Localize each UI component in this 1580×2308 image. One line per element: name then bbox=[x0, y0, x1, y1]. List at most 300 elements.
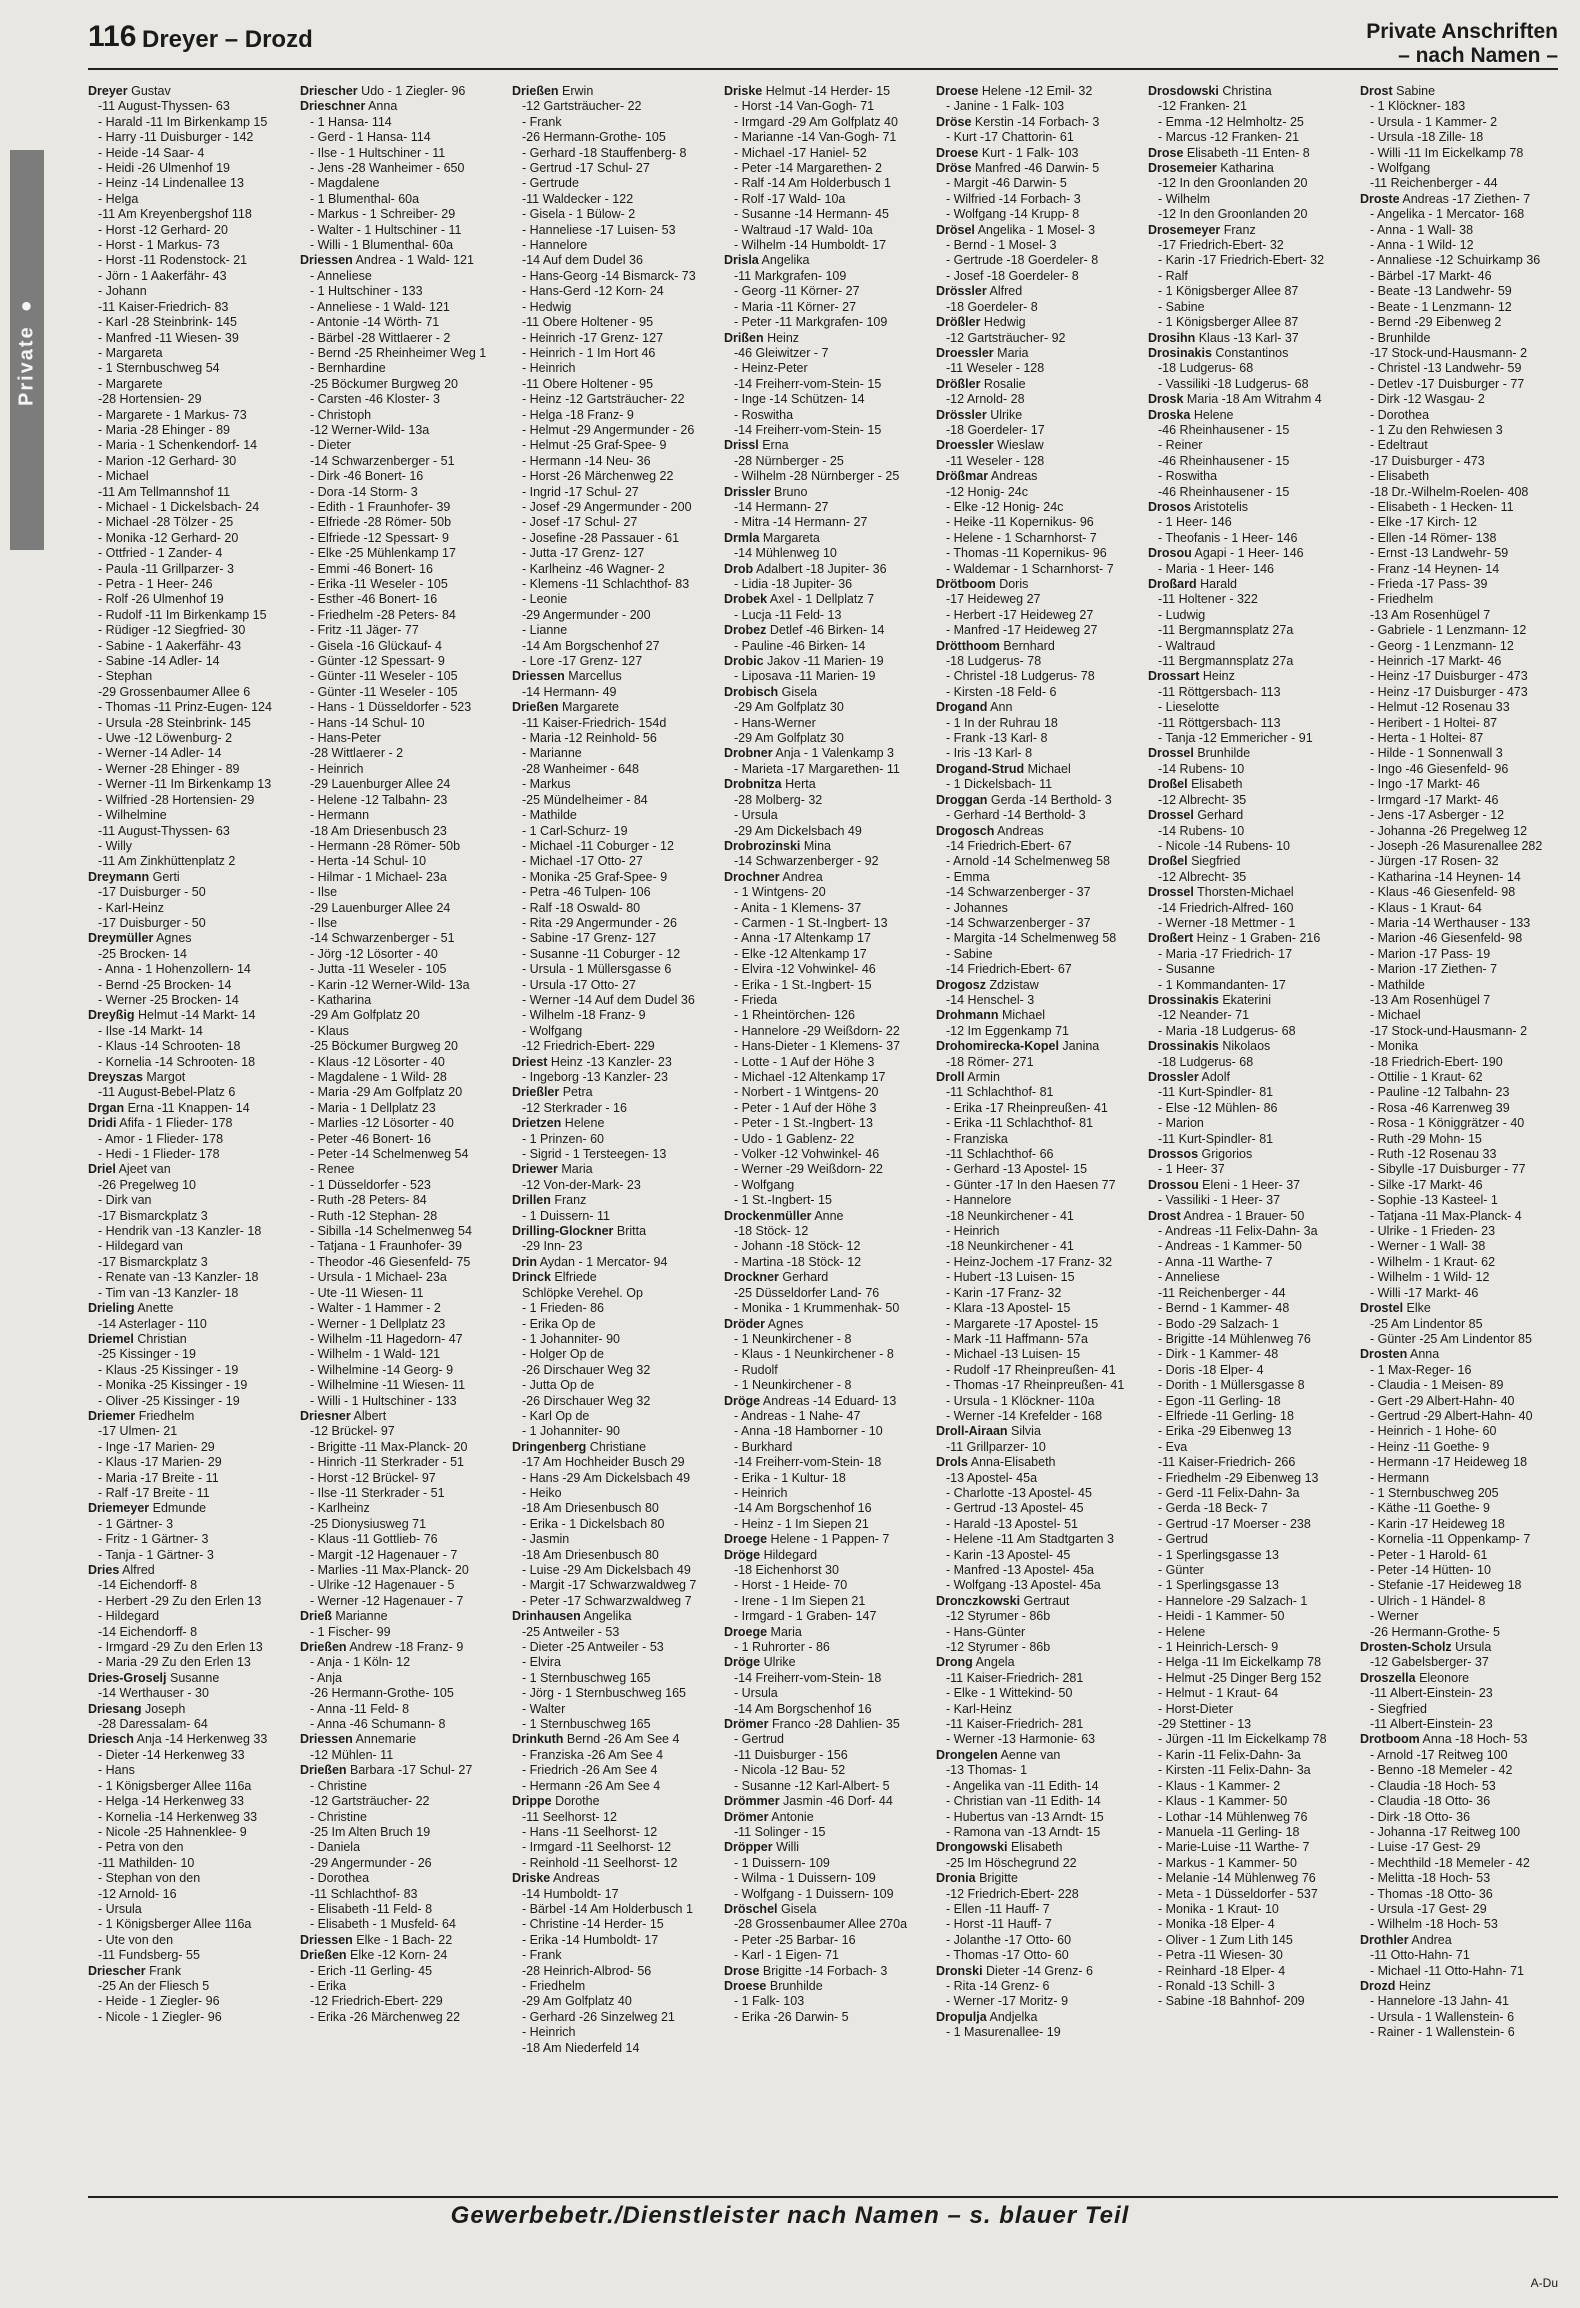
entry-details: -12 Neander- 71 bbox=[1158, 1008, 1250, 1023]
entry-details: Helene bbox=[561, 1116, 605, 1131]
directory-entry bbox=[1360, 1902, 1560, 1917]
entry-details: - Hubert -13 Luisen- 15 bbox=[946, 1270, 1075, 1285]
entry-details: - Monika - 1 Krummenhak- 50 bbox=[734, 1301, 900, 1316]
directory-entry bbox=[300, 1286, 500, 1301]
entry-details: Helmut -14 Markt- 14 bbox=[134, 1008, 256, 1023]
entry-details: -11 Seelhorst- 12 bbox=[522, 1809, 617, 1824]
entry-details: Andrea bbox=[1408, 1932, 1452, 1947]
directory-entry bbox=[88, 1486, 288, 1501]
directory-entry bbox=[1360, 1810, 1560, 1825]
directory-entry bbox=[1148, 1917, 1348, 1932]
directory-entry bbox=[1148, 901, 1348, 916]
directory-column-7 bbox=[1360, 84, 1560, 2184]
directory-entry bbox=[936, 1209, 1136, 1224]
directory-entry bbox=[936, 1317, 1136, 1332]
entry-details: - Karin -11 Felix-Dahn- 3a bbox=[1158, 1747, 1301, 1762]
entry-details: Agapi - 1 Heer- 146 bbox=[1191, 546, 1304, 561]
directory-entry bbox=[1360, 1840, 1560, 1855]
entry-details: - Doris -18 Elper- 4 bbox=[1158, 1362, 1264, 1377]
entry-details: - Peter -17 Schwarzwaldweg 7 bbox=[522, 1593, 692, 1608]
directory-entry bbox=[936, 978, 1136, 993]
entry-surname: Droese bbox=[724, 1978, 767, 1993]
entry-details: -26 Dirschauer Weg 32 bbox=[522, 1362, 651, 1377]
entry-details: - Elvira -12 Vohwinkel- 46 bbox=[734, 962, 876, 977]
entry-surname: Drobrozinski bbox=[724, 838, 801, 853]
directory-entry bbox=[300, 901, 500, 916]
entry-details: Alfred bbox=[986, 284, 1023, 299]
entry-details: - Monika -12 Gerhard- 20 bbox=[98, 530, 239, 545]
directory-entry bbox=[88, 1825, 288, 1840]
entry-surname: Drosou bbox=[1148, 546, 1192, 561]
entry-details: -11 Schlachthof- 66 bbox=[946, 1147, 1054, 1162]
page-name-range: Dreyer – Drozd bbox=[142, 26, 313, 53]
entry-details: Armin bbox=[964, 1070, 1000, 1084]
directory-entry bbox=[936, 839, 1136, 854]
directory-entry bbox=[724, 639, 924, 654]
directory-entry bbox=[724, 1948, 924, 1963]
entry-details: - Brigitte -14 Mühlenweg 76 bbox=[1158, 1331, 1311, 1346]
directory-entry bbox=[300, 1517, 500, 1532]
entry-details: - Lucja -11 Feld- 13 bbox=[734, 607, 842, 622]
directory-entry bbox=[1360, 1008, 1560, 1023]
directory-entry bbox=[724, 1902, 924, 1917]
entry-details: - Horst - 1 Markus- 73 bbox=[98, 238, 220, 253]
entry-details: -11 Kurt-Spindler- 81 bbox=[1158, 1085, 1274, 1100]
directory-entry bbox=[512, 1856, 712, 1871]
entry-details: - Werner -17 Moritz- 9 bbox=[946, 1994, 1069, 2009]
directory-entry bbox=[300, 1132, 500, 1147]
entry-surname: Driessen bbox=[300, 1732, 353, 1747]
entry-details: - 1 Rheintörchen- 126 bbox=[734, 1008, 855, 1023]
entry-details: -11 Grillparzer- 10 bbox=[946, 1439, 1046, 1454]
entry-details: - 1 Neunkirchener - 8 bbox=[734, 1378, 852, 1393]
directory-entry bbox=[1360, 1979, 1560, 1994]
entry-details: - Erika - 1 Kultur- 18 bbox=[734, 1470, 846, 1485]
directory-entry bbox=[724, 207, 924, 222]
directory-entry bbox=[1360, 1085, 1560, 1100]
entry-details: -11 Weseler - 128 bbox=[946, 361, 1045, 376]
directory-entry bbox=[88, 1116, 288, 1131]
entry-details: - Gisela - 1 Bülow- 2 bbox=[522, 207, 636, 222]
directory-entry bbox=[936, 1640, 1136, 1655]
directory-entry bbox=[1360, 238, 1560, 253]
entry-details: Anette bbox=[134, 1301, 174, 1316]
directory-entry bbox=[300, 1825, 500, 1840]
directory-entry bbox=[300, 1871, 500, 1886]
directory-entry bbox=[300, 223, 500, 238]
directory-entry bbox=[512, 1779, 712, 1794]
directory-entry bbox=[512, 315, 712, 330]
entry-details: -14 Mühlenweg 10 bbox=[734, 546, 837, 561]
entry-surname: Drost bbox=[1360, 84, 1393, 98]
directory-entry bbox=[512, 608, 712, 623]
directory-entry bbox=[1148, 1686, 1348, 1701]
entry-details: Margot bbox=[142, 1070, 186, 1084]
entry-details: Hildegard bbox=[760, 1547, 818, 1562]
directory-entry bbox=[724, 731, 924, 746]
entry-details: - Günter -11 Weseler - 105 bbox=[310, 669, 458, 684]
directory-entry bbox=[724, 423, 924, 438]
entry-details: - Ruth -28 Peters- 84 bbox=[310, 1193, 427, 1208]
directory-entry bbox=[1148, 1779, 1348, 1794]
entry-details: -25 Dionysiusweg 71 bbox=[310, 1516, 427, 1531]
entry-details: -12 In den Groonlanden 20 bbox=[1158, 176, 1308, 191]
directory-entry bbox=[88, 793, 288, 808]
directory-entry bbox=[936, 408, 1136, 423]
entry-details: -11 August-Thyssen- 63 bbox=[98, 823, 230, 838]
directory-entry bbox=[88, 1162, 288, 1177]
entry-details: Anne bbox=[811, 1208, 844, 1223]
directory-entry bbox=[936, 176, 1136, 191]
directory-entry bbox=[1360, 1116, 1560, 1131]
directory-entry bbox=[1148, 669, 1348, 684]
entry-details: - Wilhelmine -11 Wiesen- 11 bbox=[310, 1378, 466, 1393]
entry-details: - Klaus - 1 Neunkirchener - 8 bbox=[734, 1347, 894, 1362]
entry-details: -13 Am Rosenhügel 7 bbox=[1370, 607, 1491, 622]
directory-entry bbox=[1360, 1486, 1560, 1501]
directory-entry bbox=[512, 700, 712, 715]
entry-details: - 1 Prinzen- 60 bbox=[522, 1131, 604, 1146]
entry-details: Brigitte -14 Forbach- 3 bbox=[759, 1963, 888, 1978]
entry-details: -12 Sterkrader - 16 bbox=[522, 1100, 627, 1115]
entry-details: - Brunhilde bbox=[1370, 330, 1431, 345]
entry-details: Zdzistaw bbox=[986, 977, 1039, 992]
entry-details: - Dirk -18 Otto- 36 bbox=[1370, 1809, 1471, 1824]
directory-entry bbox=[300, 1193, 500, 1208]
directory-entry bbox=[724, 1363, 924, 1378]
entry-details: - Werner -12 Hagenauer - 7 bbox=[310, 1593, 464, 1608]
directory-entry bbox=[512, 1748, 712, 1763]
entry-details: - Friedhelm bbox=[1370, 592, 1434, 607]
directory-entry bbox=[88, 130, 288, 145]
entry-details: - Margit -17 Schwarzwaldweg 7 bbox=[522, 1578, 697, 1593]
directory-entry bbox=[936, 685, 1136, 700]
entry-details: - Helmut - 1 Kraut- 64 bbox=[1158, 1686, 1279, 1701]
entry-details: Anja - 1 Valenkamp 3 bbox=[772, 746, 894, 761]
entry-surname: Dröse bbox=[936, 161, 972, 176]
entry-details: - Annaliese -12 Schuirkamp 36 bbox=[1370, 253, 1541, 268]
directory-entry bbox=[724, 284, 924, 299]
directory-entry bbox=[300, 1732, 500, 1747]
entry-details: -11 Kurt-Spindler- 81 bbox=[1158, 1131, 1274, 1146]
directory-entry bbox=[512, 685, 712, 700]
entry-details: - Walter - 1 Hammer - 2 bbox=[310, 1301, 441, 1316]
entry-details: - Anna -17 Altenkamp 17 bbox=[734, 931, 871, 946]
entry-details: - Gertrud -17 Moerser - 238 bbox=[1158, 1516, 1311, 1531]
directory-entry bbox=[300, 2010, 500, 2025]
entry-details: - Karin -17 Heideweg 18 bbox=[1370, 1516, 1505, 1531]
entry-details: - Ellen -11 Hauff- 7 bbox=[946, 1901, 1050, 1916]
entry-surname: Driemeyer bbox=[88, 1501, 150, 1516]
directory-entry bbox=[1148, 562, 1348, 577]
directory-entry bbox=[88, 1471, 288, 1486]
entry-details: - Anna -18 Hamborner - 10 bbox=[734, 1424, 883, 1439]
entry-details: - Gerd - 1 Hansa- 114 bbox=[310, 130, 431, 145]
entry-surname: Drost bbox=[1148, 1208, 1181, 1223]
entry-details: Gisela bbox=[777, 1901, 817, 1916]
directory-entry bbox=[300, 284, 500, 299]
entry-surname: Driessen bbox=[300, 253, 353, 268]
directory-entry bbox=[512, 300, 712, 315]
entry-details: Schlöpke Verehel. Op bbox=[522, 1285, 643, 1300]
directory-entry bbox=[724, 700, 924, 715]
directory-entry bbox=[1360, 947, 1560, 962]
directory-entry bbox=[1360, 161, 1560, 176]
entry-details: Heinz bbox=[1199, 669, 1235, 684]
entry-details: - Heinrich bbox=[522, 361, 576, 376]
entry-details: -29 Am Golfplatz 30 bbox=[734, 700, 844, 715]
directory-entry bbox=[936, 1332, 1136, 1347]
entry-details: - Markus bbox=[522, 777, 571, 792]
entry-details: - Anja - 1 Köln- 12 bbox=[310, 1655, 411, 1670]
entry-surname: Dröpper bbox=[724, 1840, 773, 1855]
directory-entry bbox=[88, 1686, 288, 1701]
entry-details: -46 Gleiwitzer - 7 bbox=[734, 345, 829, 360]
directory-entry bbox=[1360, 2010, 1560, 2025]
directory-entry bbox=[1360, 762, 1560, 777]
directory-entry bbox=[724, 99, 924, 114]
entry-surname: Drockenmüller bbox=[724, 1208, 812, 1223]
directory-entry bbox=[1148, 1055, 1348, 1070]
entry-details: - Ursula - 1 Michael- 23a bbox=[310, 1270, 447, 1285]
entry-details: -11 Bergmannsplatz 27a bbox=[1158, 623, 1294, 638]
directory-entry bbox=[1360, 1332, 1560, 1347]
directory-entry bbox=[300, 716, 500, 731]
entry-details: Axel - 1 Dellplatz 7 bbox=[767, 592, 875, 607]
directory-entry bbox=[300, 1101, 500, 1116]
directory-entry bbox=[88, 931, 288, 946]
entry-details: - Jörn - 1 Aakerfähr- 43 bbox=[98, 268, 227, 283]
directory-entry bbox=[724, 1301, 924, 1316]
entry-details: -18 Goerdeler- 8 bbox=[946, 299, 1038, 314]
entry-details: - Johann -18 Stöck- 12 bbox=[734, 1239, 861, 1254]
directory-entry bbox=[724, 762, 924, 777]
directory-entry bbox=[512, 207, 712, 222]
entry-surname: Drozd bbox=[1360, 1978, 1396, 1993]
entry-details: -14 Auf dem Dudel 36 bbox=[522, 253, 643, 268]
directory-entry bbox=[300, 931, 500, 946]
directory-entry bbox=[936, 1085, 1136, 1100]
directory-entry bbox=[300, 1640, 500, 1655]
directory-entry bbox=[724, 253, 924, 268]
entry-details: - Hermann -26 Am See 4 bbox=[522, 1778, 661, 1793]
entry-details: - Oliver -25 Kissinger - 19 bbox=[98, 1393, 240, 1408]
entry-details: -11 Reichenberger - 44 bbox=[1370, 176, 1498, 191]
directory-entry bbox=[936, 1055, 1136, 1070]
directory-entry bbox=[1360, 1625, 1560, 1640]
directory-entry bbox=[936, 1871, 1136, 1886]
entry-details: - Claudia - 1 Meisen- 89 bbox=[1370, 1378, 1504, 1393]
entry-details: - Wolfgang - 1 Duissern- 109 bbox=[734, 1886, 894, 1901]
directory-entry bbox=[724, 1655, 924, 1670]
directory-entry bbox=[512, 808, 712, 823]
entry-details: Helene - 1 Pappen- 7 bbox=[767, 1532, 890, 1547]
directory-entry bbox=[1360, 1055, 1560, 1070]
directory-entry bbox=[724, 1856, 924, 1871]
directory-entry bbox=[300, 485, 500, 500]
directory-entry bbox=[300, 176, 500, 191]
directory-entry bbox=[1360, 1070, 1560, 1085]
entry-details: - Josef -17 Schul- 27 bbox=[522, 515, 638, 530]
entry-surname: Drossinakis bbox=[1148, 992, 1219, 1007]
entry-details: - Hans bbox=[98, 1763, 135, 1778]
entry-details: - Luise -17 Gest- 29 bbox=[1370, 1840, 1481, 1855]
entry-details: - Dieter -14 Herkenweg 33 bbox=[98, 1747, 245, 1762]
directory-entry bbox=[88, 1517, 288, 1532]
directory-entry bbox=[1148, 1671, 1348, 1686]
entry-surname: Drossel bbox=[1148, 808, 1194, 823]
entry-details: - Lore -17 Grenz- 127 bbox=[522, 654, 643, 669]
directory-entry bbox=[512, 1301, 712, 1316]
directory-entry bbox=[1360, 654, 1560, 669]
entry-details: - Ute von den bbox=[98, 1932, 174, 1947]
directory-entry bbox=[1360, 1301, 1560, 1316]
entry-details: - Hermann bbox=[310, 808, 370, 823]
entry-details: Barbara -17 Schul- 27 bbox=[346, 1763, 473, 1778]
directory-entry bbox=[1360, 1517, 1560, 1532]
directory-entry bbox=[300, 1933, 500, 1948]
entry-details: - Anneliese bbox=[310, 268, 372, 283]
entry-details: - Sabine -14 Adler- 14 bbox=[98, 654, 220, 669]
entry-details: - Elisabeth bbox=[1370, 469, 1430, 484]
entry-details: - Angelika van -11 Edith- 14 bbox=[946, 1778, 1099, 1793]
entry-details: - Erika - 1 St.-Ingbert- 15 bbox=[734, 977, 872, 992]
entry-details: - Tanja - 1 Gärtner- 3 bbox=[98, 1547, 214, 1562]
entry-details: Jasmin -46 Dorf- 44 bbox=[779, 1794, 893, 1809]
entry-details: - Inge -14 Schützen- 14 bbox=[734, 392, 865, 407]
page-number: 116 bbox=[88, 20, 137, 53]
entry-details: Frank bbox=[145, 1963, 182, 1978]
entry-details: Bernhard bbox=[999, 638, 1055, 653]
directory-entry bbox=[512, 1332, 712, 1347]
entry-details: - Günter -12 Spessart- 9 bbox=[310, 654, 445, 669]
directory-entry bbox=[936, 1563, 1136, 1578]
entry-details: Manfred -46 Darwin- 5 bbox=[971, 161, 1100, 176]
directory-entry bbox=[300, 1332, 500, 1347]
entry-details: - Mathilde bbox=[522, 808, 577, 823]
entry-details: - Erika Op de bbox=[522, 1316, 596, 1331]
directory-entry bbox=[88, 1147, 288, 1162]
entry-details: -28 Heinrich-Albrod- 56 bbox=[522, 1963, 652, 1978]
entry-details: - Karl - 1 Eigen- 71 bbox=[734, 1948, 839, 1963]
directory-entry bbox=[300, 99, 500, 114]
entry-details: - Pauline -46 Birken- 14 bbox=[734, 638, 866, 653]
directory-entry bbox=[1360, 1347, 1560, 1362]
directory-entry bbox=[724, 1162, 924, 1177]
directory-entry bbox=[936, 1948, 1136, 1963]
entry-details: - Klaus - 1 Kammer- 2 bbox=[1158, 1778, 1281, 1793]
directory-entry bbox=[936, 1732, 1136, 1747]
entry-details: - Benno -18 Memeler - 42 bbox=[1370, 1763, 1513, 1778]
entry-details: - Else -12 Mühlen- 86 bbox=[1158, 1100, 1278, 1115]
directory-entry bbox=[88, 515, 288, 530]
entry-details: - Georg - 1 Lenzmann- 12 bbox=[1370, 638, 1514, 653]
directory-entry bbox=[88, 1840, 288, 1855]
directory-entry bbox=[300, 546, 500, 561]
directory-entry bbox=[1148, 315, 1348, 330]
directory-entry bbox=[1148, 1378, 1348, 1393]
directory-entry bbox=[724, 192, 924, 207]
directory-entry bbox=[936, 2025, 1136, 2040]
directory-entry bbox=[936, 762, 1136, 777]
directory-entry bbox=[88, 777, 288, 792]
entry-details: - Janine - 1 Falk- 103 bbox=[946, 99, 1065, 114]
directory-entry bbox=[1360, 1424, 1560, 1439]
directory-entry bbox=[512, 1363, 712, 1378]
directory-entry bbox=[724, 315, 924, 330]
entry-details: - Christoph bbox=[310, 407, 372, 422]
entry-details: - Anna -11 Warthe- 7 bbox=[1158, 1254, 1273, 1269]
entry-details: Andjelka bbox=[986, 2009, 1038, 2024]
entry-details: - Beate - 1 Lenzmann- 12 bbox=[1370, 299, 1512, 314]
entry-details: - Elke -12 Altenkamp 17 bbox=[734, 946, 867, 961]
entry-details: - Anneliese - 1 Wald- 121 bbox=[310, 299, 450, 314]
directory-entry bbox=[88, 1178, 288, 1193]
entry-details: Agnes bbox=[153, 931, 192, 946]
directory-entry bbox=[724, 1486, 924, 1501]
directory-entry bbox=[300, 1856, 500, 1871]
directory-entry bbox=[936, 284, 1136, 299]
entry-surname: Driemer bbox=[88, 1408, 136, 1423]
directory-entry bbox=[936, 1286, 1136, 1301]
entry-details: - Ursula - 1 Müllersgasse 6 bbox=[522, 962, 672, 977]
directory-entry bbox=[1148, 700, 1348, 715]
entry-details: - Daniela bbox=[310, 1840, 361, 1855]
entry-details: - Maria -29 Am Golfplatz 20 bbox=[310, 1085, 463, 1100]
directory-entry bbox=[300, 269, 500, 284]
entry-details: - Lidia -18 Jupiter- 36 bbox=[734, 577, 853, 591]
entry-details: - Heike -11 Kopernikus- 96 bbox=[946, 515, 1094, 530]
directory-entry bbox=[88, 1748, 288, 1763]
entry-details: - Werner -14 Adler- 14 bbox=[98, 746, 222, 761]
directory-entry bbox=[512, 654, 712, 669]
directory-entry bbox=[724, 1717, 924, 1732]
entry-details: Margarete bbox=[558, 700, 619, 715]
entry-details: -11 Kaiser-Friedrich- 154d bbox=[522, 715, 667, 730]
entry-details: - Ursula bbox=[98, 1901, 142, 1916]
directory-entry bbox=[1360, 1994, 1560, 2009]
entry-details: - Maria -17 Breite - 11 bbox=[98, 1470, 219, 1485]
entry-details: - Hildegard bbox=[98, 1609, 160, 1624]
directory-entry bbox=[724, 1317, 924, 1332]
entry-surname: Drießen bbox=[512, 700, 559, 715]
entry-details: - Dorith - 1 Müllersgasse 8 bbox=[1158, 1378, 1305, 1393]
entry-surname: Drgan bbox=[88, 1100, 125, 1115]
entry-details: - Dirk - 1 Kammer- 48 bbox=[1158, 1347, 1279, 1362]
entry-surname: Drongelen bbox=[936, 1747, 998, 1762]
directory-entry bbox=[1360, 485, 1560, 500]
directory-entry bbox=[88, 1085, 288, 1100]
entry-details: -25 Böckumer Burgweg 20 bbox=[310, 1039, 458, 1054]
entry-details: -28 Hortensien- 29 bbox=[98, 392, 202, 407]
directory-entry bbox=[936, 1594, 1136, 1609]
directory-entry bbox=[936, 253, 1136, 268]
directory-entry bbox=[1360, 1933, 1560, 1948]
directory-entry bbox=[1148, 1317, 1348, 1332]
entry-details: - Antonie -14 Wörth- 71 bbox=[310, 315, 440, 330]
entry-details: -12 Im Eggenkamp 71 bbox=[946, 1023, 1069, 1038]
directory-entry bbox=[936, 1717, 1136, 1732]
entry-details: - 1 Gärtner- 3 bbox=[98, 1516, 174, 1531]
entry-surname: Drogosz bbox=[936, 977, 986, 992]
directory-entry bbox=[936, 1763, 1136, 1778]
entry-details: - Helene bbox=[1158, 1624, 1206, 1639]
entry-details: - Helene - 1 Scharnhorst- 7 bbox=[946, 530, 1097, 545]
directory-entry bbox=[1148, 1409, 1348, 1424]
directory-entry bbox=[1148, 1209, 1348, 1224]
directory-entry bbox=[1360, 1948, 1560, 1963]
entry-details: - 1 Sperlingsgasse 13 bbox=[1158, 1547, 1279, 1562]
